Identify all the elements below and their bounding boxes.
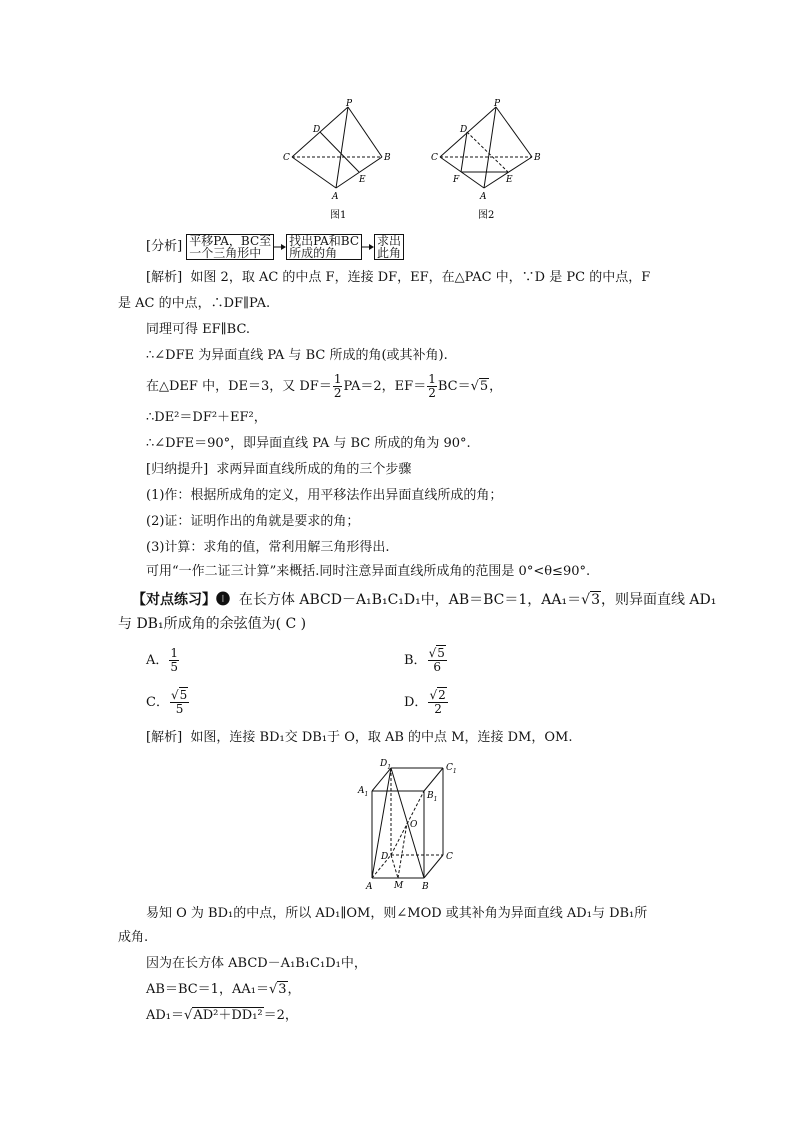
- option-c: C． $\frac{√5}{5}$: [146, 688, 188, 716]
- solution1-line-3: 同理可得 EF∥BC.: [146, 322, 251, 337]
- arrow-right-icon: [274, 243, 286, 251]
- analysis-tag: [分析]: [146, 239, 183, 254]
- exercise-tag: 【对点练习】❶: [132, 592, 230, 608]
- analysis-row: [146, 232, 404, 262]
- fig1-label-d: D: [313, 125, 321, 135]
- fig2-label-b: B: [534, 153, 541, 163]
- solution1-line-5: 在△DEF 中，DE＝3，又 DF＝ $\frac{1}{2}$ PA＝2，EF＝ $\frac{1}{2}$ BC＝√5，: [146, 372, 503, 400]
- fig1-label-c: C: [283, 153, 290, 163]
- solution2-line-2: 易知 O 为 BD₁的中点，所以 AD₁∥OM，则∠MOD 或其补角为异面直线 AD₁与 DB₁所: [146, 906, 648, 921]
- fig2-label-a: A: [480, 192, 487, 202]
- solution1-line-2: 是 AC 的中点，∴DF∥PA.: [118, 296, 271, 311]
- summary-tag: [归纳提升]: [146, 462, 209, 477]
- fig1-label-e: E: [359, 175, 366, 185]
- fig1-label-p: P: [346, 99, 353, 109]
- fig1-label-a: A: [332, 192, 339, 202]
- arrow-right-icon: [362, 243, 374, 251]
- solution2-tag: [解析]: [146, 730, 183, 745]
- solution1-line-7: ∴∠DFE＝90°，即异面直线 PA 与 BC 所成的角为 90°.: [146, 436, 471, 451]
- fig2-label-f: F: [453, 175, 460, 185]
- solution1-tag: [解析]: [146, 270, 183, 285]
- cuboid-label-b: B: [422, 882, 429, 890]
- cuboid-label-m: M: [394, 881, 404, 890]
- fig2-caption: 图2: [478, 210, 495, 221]
- analysis-step-1: 平移PA，BC至 一个三角形中: [186, 234, 274, 260]
- fig2-label-c: C: [431, 153, 438, 163]
- fig2-label-d: D: [460, 125, 468, 135]
- cuboid-label-o: O: [410, 820, 418, 830]
- exercise-question-line-2: 与 DB₁所成角的余弦值为( C ): [118, 616, 307, 632]
- figure-1: [282, 98, 394, 222]
- solution1-line-1: [解析] 如图 2，取 AC 的中点 F，连接 DF，EF，在△PAC 中，∵D 是 PC 的中点，F: [146, 270, 651, 285]
- summary-heading: [归纳提升] 求两异面直线所成的角的三个步骤: [146, 462, 412, 477]
- fraction-half: $\frac{1}{2}$: [333, 372, 342, 400]
- fig2-label-p: P: [494, 99, 501, 109]
- solution2-line-3: 成角.: [118, 930, 149, 945]
- solution2-line-6: AD₁＝√AD²＋DD₁²＝2，: [146, 1008, 298, 1023]
- solution2-line-5: AB＝BC＝1，AA₁＝√3，: [146, 982, 301, 997]
- fraction-half: $\frac{1}{2}$: [428, 372, 436, 400]
- cuboid-label-c: C: [446, 852, 453, 862]
- analysis-step-2: 找出PA和BC 所成的角: [286, 234, 362, 260]
- option-b: B． $\frac{√5}{6}$: [404, 646, 445, 674]
- cuboid-label-d1: $D_1$: [380, 759, 392, 771]
- summary-step-3: (3)计算：求角的值，常利用解三角形得出.: [146, 540, 390, 555]
- figure-2: [430, 98, 546, 222]
- fig1-label-b: B: [384, 153, 391, 163]
- exercise-question-line-1: 【对点练习】❶ 在长方体 ABCD－A₁B₁C₁D₁中，AB＝BC＝1，AA₁＝√3，则异面直线 AD₁: [132, 592, 717, 608]
- solution1-line-6: ∴DE²＝DF²＋EF²，: [146, 410, 267, 425]
- summary-note: 可用“一作二证三计算”来概括.同时注意异面直线所成角的范围是 0°<θ≤90°.: [146, 564, 591, 579]
- summary-step-1: (1)作：根据所成角的定义，用平移法作出异面直线所成的角；: [146, 488, 503, 503]
- cuboid-label-d: D: [381, 852, 389, 862]
- solution2-line-1: [解析] 如图，连接 BD₁交 DB₁于 O，取 AB 的中点 M，连接 DM，OM.: [146, 730, 573, 745]
- solution2-line-4: 因为在长方体 ABCD－A₁B₁C₁D₁中，: [146, 956, 367, 971]
- analysis-step-3: 求出 此角: [374, 234, 404, 260]
- cuboid-label-c1: $C_1$: [446, 763, 457, 775]
- cuboid-label-a1: $A_1$: [358, 786, 369, 798]
- option-a: A． $\frac{1}{5}$: [146, 646, 179, 674]
- fig2-label-e: E: [506, 175, 513, 185]
- fig1-caption: 图1: [330, 210, 347, 221]
- solution1-line-4: ∴∠DFE 为异面直线 PA 与 BC 所成的角(或其补角).: [146, 348, 448, 363]
- cuboid-figure: [356, 756, 466, 890]
- cuboid-label-b1: $B_1$: [427, 791, 438, 803]
- cuboid-label-a: A: [366, 882, 373, 890]
- summary-step-2: (2)证：证明作出的角就是要求的角；: [146, 514, 360, 529]
- option-d: D． $\frac{√2}{2}$: [404, 688, 446, 716]
